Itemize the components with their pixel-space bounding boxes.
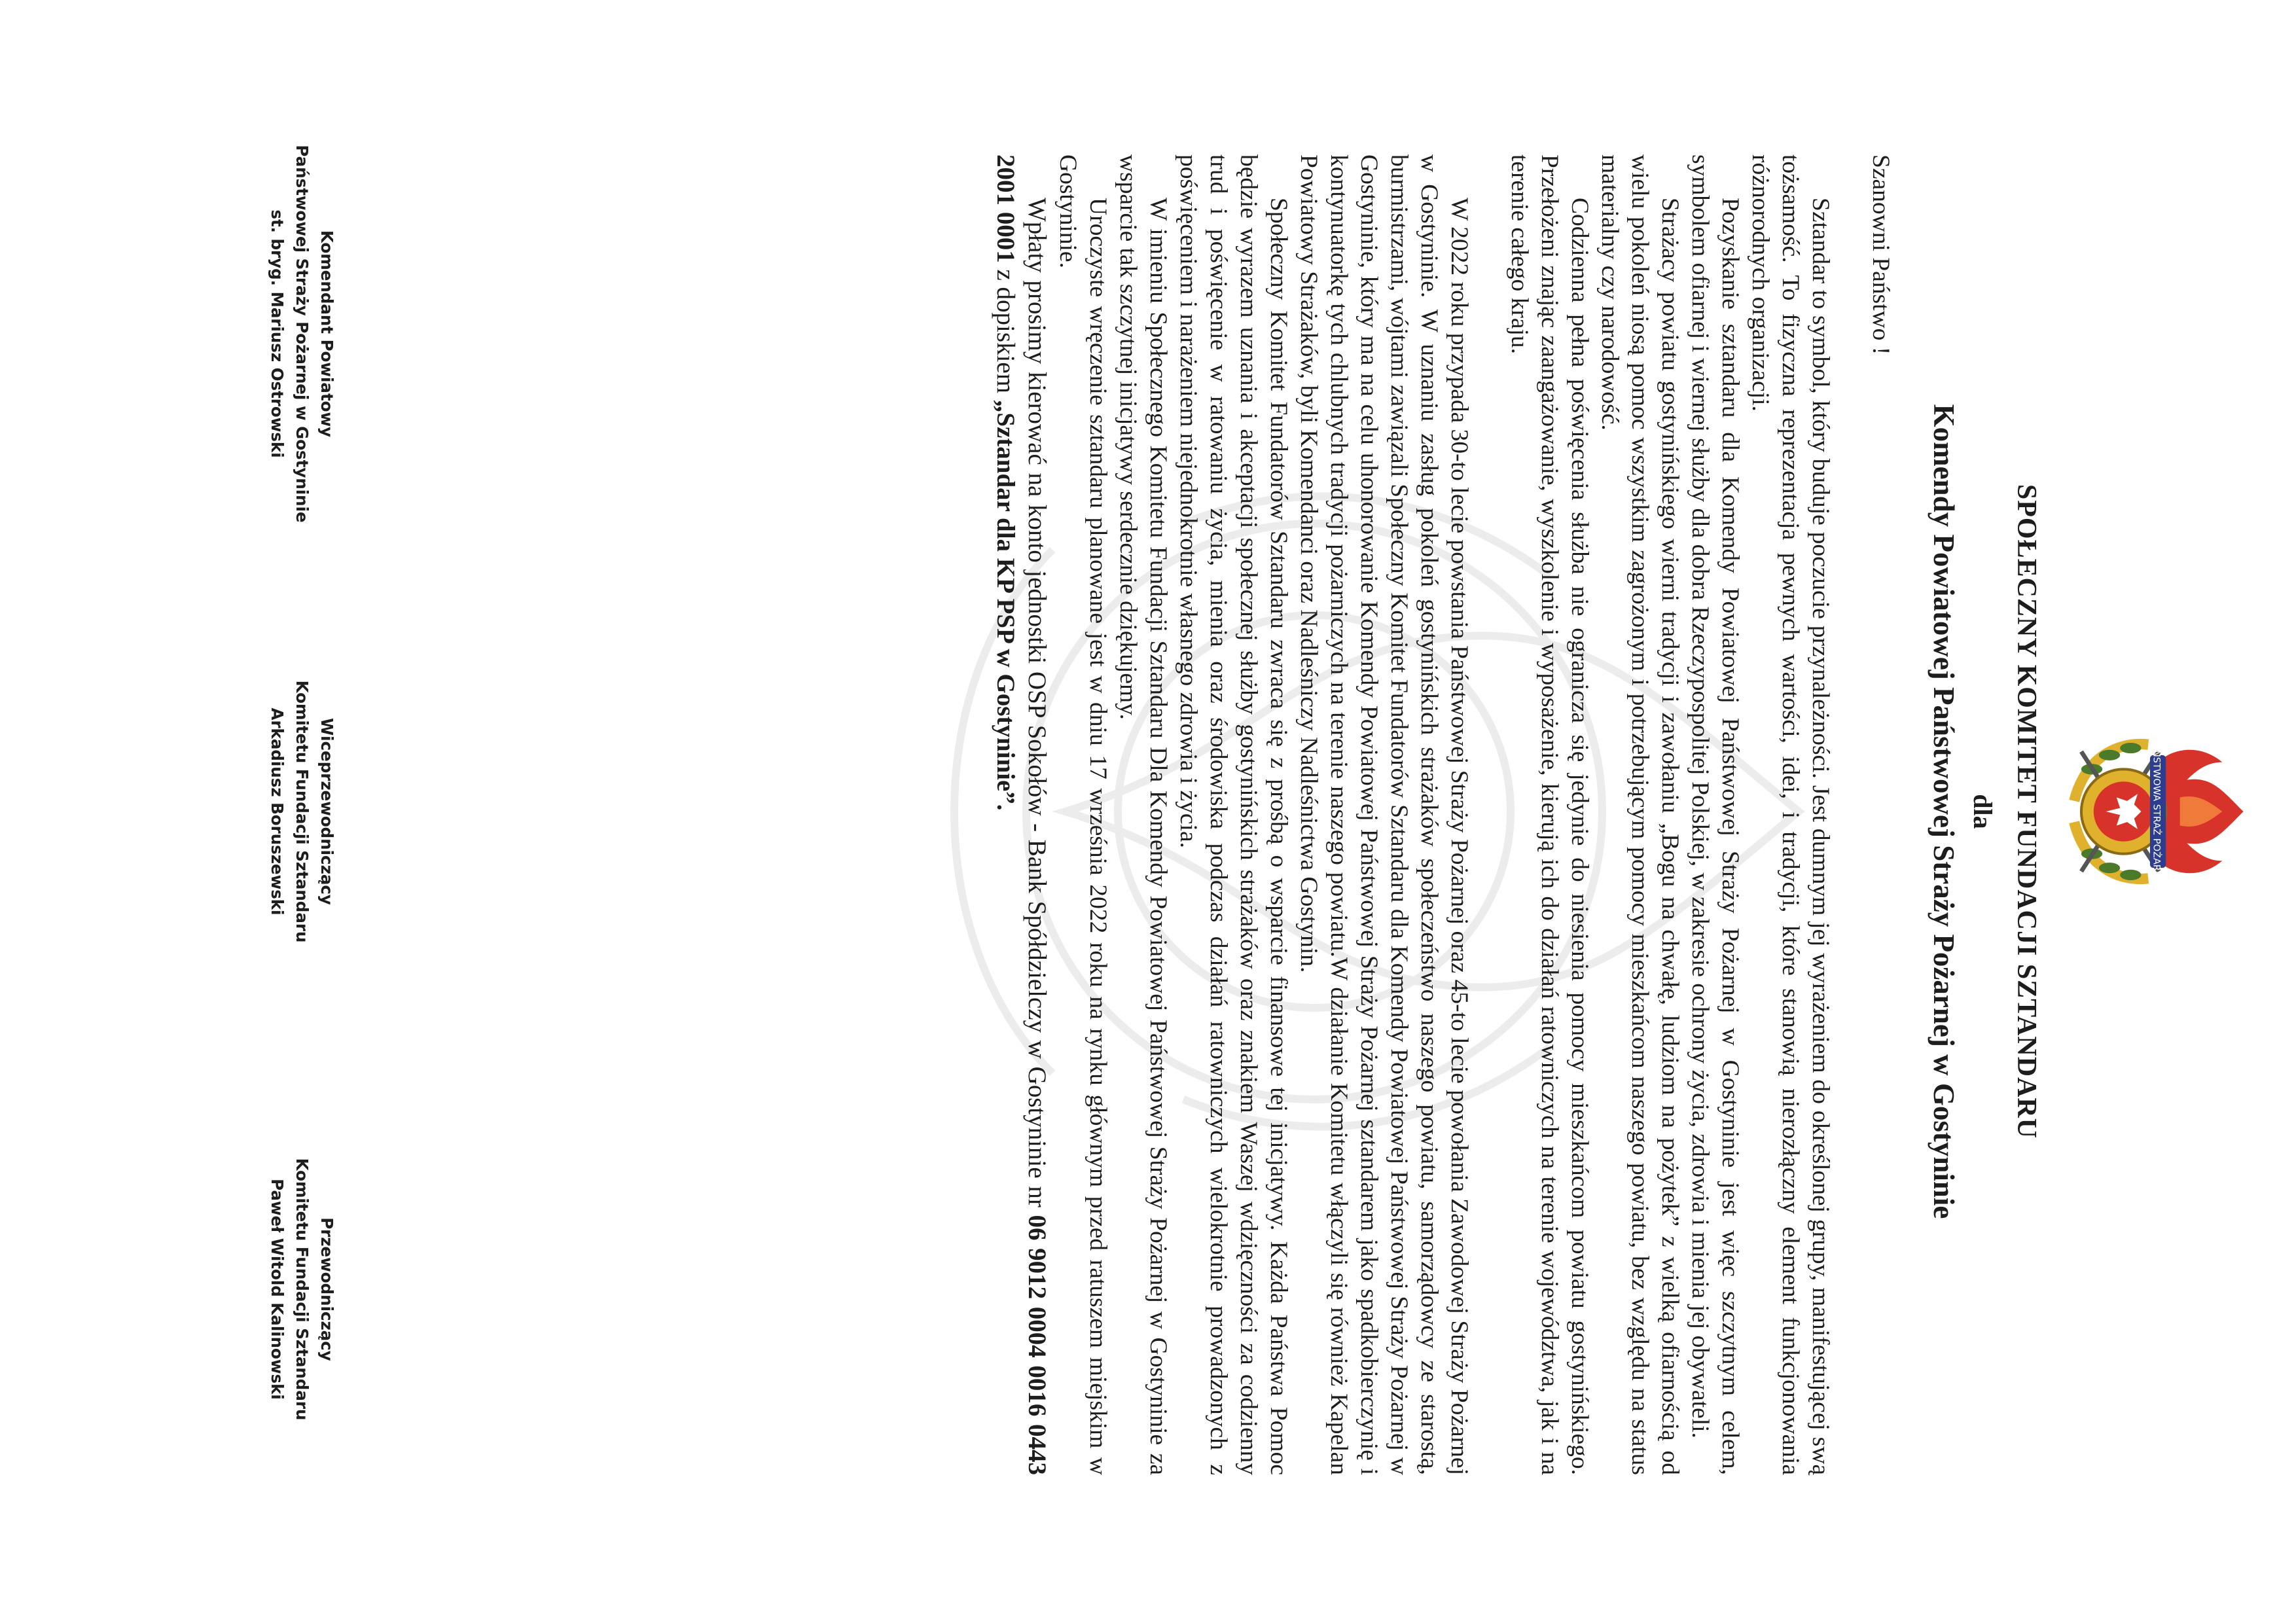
signature-role: Komendant Powiatowy bbox=[317, 230, 336, 438]
signature-person-name: st. bryg. Mariusz Ostrowski bbox=[268, 209, 287, 458]
committee-name-heading: SPOŁECZNY KOMITET FUNDACJI SZTANDARU bbox=[2011, 484, 2041, 1139]
signature-chair bbox=[208, 1060, 339, 1518]
signature-organization: Komitetu Fundacji Sztandaru bbox=[293, 1158, 312, 1421]
emblem-banner-text: PAŃSTWOWA STRAŻ POŻARNA bbox=[2151, 738, 2162, 885]
recipient-heading: Komendy Powiatowej Państwowej Straży Pożarnej w Gostyninie bbox=[1928, 404, 1960, 1219]
paragraph-thanks: W imieniu Społecznego Komitetu Fundacji Sztandaru Dla Komendy Powiatowej Państwowej Straży Pożarnej w Gostyninie za wsparcie tak szczytnej inicjatywy serdecznie dziękujemy. bbox=[1115, 154, 1172, 1475]
bank-account-number: 06 9012 0004 0016 0443 2001 0001 bbox=[992, 154, 1051, 1476]
signature-person-name: Paweł Witold Kalinowski bbox=[268, 1179, 287, 1400]
signature-organization: Państwowej Straży Pożarnej w Gostyninie bbox=[293, 145, 312, 523]
transfer-title-note: „Sztandar dla KP PSP w Gostyninie”. bbox=[992, 399, 1020, 811]
signature-role: Wiceprzewodniczący bbox=[317, 718, 336, 905]
signature-organization: Komitetu Fundacji Sztandaru bbox=[293, 680, 312, 943]
signature-role: Przewodniczący bbox=[317, 1217, 336, 1361]
signature-vice-chair bbox=[208, 582, 339, 1041]
signature-commander bbox=[208, 105, 339, 563]
paragraph-payment bbox=[990, 154, 1052, 1475]
psp-emblem-logo bbox=[2064, 723, 2247, 900]
salutation: Szanowni Państwo ! bbox=[1867, 154, 1894, 355]
paragraph-banner-symbol: Sztandar to symbol, który buduje poczucie przynależności. Jest dumnym jej wyrażeniem do określonej grupy, manifestującej swą tożsamość. To fizyczna reprezentacja pewnych wartości, idei, i tradycji, które stanowią nierozłączny element funkcjonowania różnorodnych organizacji. bbox=[1747, 154, 1834, 1475]
paragraph-support-request: Społeczny Komitet Fundatorów Sztandaru zwraca się z prośbą o wsparcie finansowe tej inicjatywy. Każda Państwa Pomoc będzie wyrazem uznania i akceptacji społecznej służby gostynińskich strażaków oraz znakiem Waszej wdzięczności za codzienny trud i poświęcenie w ratowaniu życia, mienia oraz środowiska podczas działań ratowniczych wielokrotnie prowadzonych z poświęceniem i narażeniem niejednokrotnie własnego zdrowia i życia. bbox=[1175, 154, 1292, 1475]
paragraph-anniversary: W 2022 roku przypada 30-to lecie powstania Państwowej Straży Pożarnej oraz 45-to lecie powołania Zawodowej Straży Pożarnej w Gostyninie. W uznaniu zasług pokoleń gostynińskich strażaków społeczeństwo naszego powiatu, samorządowcy ze starostą, burmistrzami, wójtami zawiązali Społeczny Komitet Fundatorów Sztandaru dla Komendy Powiatowej Państwowej Straży Pożarnej w Gostyninie, który ma na celu uhonorowanie Komendy Powiatowej Państwowej Straży Pożarnej sztandarem jako spadkobierczynię i kontynuatorkę tych chlubnych tradycji pożarniczych na terenie naszego powiatu.W działanie Komitetu włączyli się również Kapelan Powiatowy Strażaków, byli Komendanci oraz Nadleśniczy Nadleśnictwa Gostynin. bbox=[1295, 154, 1473, 1475]
signature-person-name: Arkadiusz Boruszewski bbox=[268, 707, 287, 916]
letter-body bbox=[990, 154, 1895, 1475]
signature-block bbox=[208, 105, 339, 1518]
for-label: dla bbox=[1968, 794, 1998, 829]
paragraph-daily-service: Codzienna pełna poświęcenia służba nie ogranicza się jedynie do niesienia pomocy mieszkańcom powiatu gostynińskiego. Przełożeni znając zaangażowanie, wyszkolenie i wyposażenie, kierują ich do działań ratowniczych na terenie województwa, jak i na terenie całego kraju. bbox=[1506, 154, 1593, 1475]
payment-lead-text: Wpłaty prosimy kierować na konto jednostki OSP Sokołów - Bank Spółdzielczy w Gostyninie nr bbox=[1023, 198, 1051, 1215]
paragraph-ceremony: Uroczyste wręczenie sztandaru planowane jest w dniu 17 września 2022 roku na rynku głównym przed ratuszem miejskim w Gostyninie. bbox=[1054, 154, 1111, 1475]
paragraph-banner-goal: Pozyskanie sztandaru dla Komendy Powiatowej Państwowej Straży Pożarnej w Gostyninie jest więc szczytnym celem, symbolem ofiarnej i wiernej służby dla dobra Rzeczypospolitej Polskiej, w zakresie ochrony życia, zdrowia i mienia jej obywateli. bbox=[1687, 154, 1744, 1475]
payment-mid-text: z dopiskiem bbox=[992, 262, 1020, 400]
paragraph-firefighters-tradition: Strażacy powiatu gostynińskiego wierni tradycji i zawołaniu „Bogu na chwałę, ludziom na pożytek” z wielką ofiarnością od wielu pokoleń niosą pomoc wszystkim zagrożonym i potrzebującym pomocy mieszkańcom naszego powiatu, bez względu na status materialny czy narodowość. bbox=[1596, 154, 1683, 1475]
